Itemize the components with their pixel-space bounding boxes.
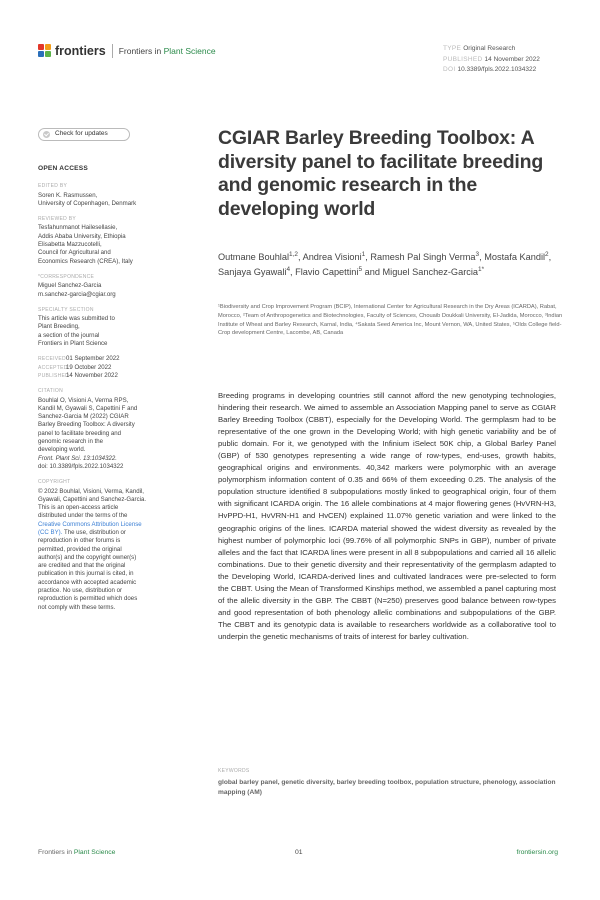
page-number: 01 bbox=[295, 849, 303, 856]
footer-journal: Frontiers in Plant Science bbox=[38, 849, 116, 856]
page-header bbox=[38, 44, 560, 74]
article-type: Original Research bbox=[463, 45, 516, 52]
correspondence-email[interactable]: m.sanchez-garcia@cgiar.org bbox=[38, 290, 116, 298]
check-for-updates-button[interactable]: Check for updates bbox=[38, 128, 130, 141]
journal-name: Frontiers in Plant Science bbox=[118, 46, 216, 56]
edited-by-section: EDITED BY Soren K. Rasmussen, University of Copenhagen, Denmark bbox=[38, 183, 137, 207]
published-date: 14 November 2022 bbox=[66, 371, 118, 379]
keywords-label: KEYWORDS bbox=[218, 768, 250, 774]
author[interactable]: Flavio Capettini$^5$ bbox=[295, 265, 363, 277]
open-access-label: OPEN ACCESS bbox=[38, 165, 88, 172]
publisher-name: frontiers bbox=[55, 44, 106, 58]
citation-doi[interactable]: doi: 10.3389/fpls.2022.1034322 bbox=[38, 462, 124, 470]
logo-divider bbox=[112, 44, 113, 58]
citation-section: CITATION Bouhlal O, Visioni A, Verma RPS, Kandil M, Gyawali S, Capettini F and Sanchez-Garcia M (2022) CGIAR Barley Breeding Toolbox: A diversity panel to facilitate breeding and genomic research in the developing world. Front. Plant Sci. 13:1034322. doi: 10.3389/fpls.2022.1034322 bbox=[38, 387, 166, 471]
footer-site-link[interactable]: frontiersin.org bbox=[516, 849, 558, 856]
author-list: Outmane Bouhlal$^{1,2}$, Andrea Visioni$^1$, Ramesh Pal Singh Verma$^3$, Mostafa Kandil$^2$, Sanjaya Gyawali$^4$, Flavio Capettini$^5$ and Miguel Sanchez-Garcia$^{1*}$ bbox=[218, 250, 552, 277]
article-meta: TYPE Original Research PUBLISHED 14 November 2022 DOI 10.3389/fpls.2022.1034322 bbox=[443, 45, 540, 73]
cc-license-link[interactable]: Creative Commons Attribution License bbox=[38, 520, 142, 528]
abstract: Breeding programs in developing countries still cannot afford the new genotyping technologies, hindering their research. We aimed to assemble an Association Mapping panel to serve as CGIAR Barley Breeding Toolbox (CBBT), especially for the Developing World. The germplasm had to be representative of the one grown in the Developing World; with high genetic variability and be of public domain. For it, we genotyped with the Infinium iSelect 50K chip, a Global Barley Panel (GBP) of 530 genotypes representing a wide range of row-types, end-uses, growth habits, geographical origins and environments. 40,342 markers were polymorphic with an average polymorphism information content of 0.35 and 66% of them exceeding 0.25. The analysis of the population structure identified 8 subpopulations mostly linked to geographical origin, four of them with significant ICARDA origin. The 16 allele combinations at 4 major flowering genes (HvVRN-H3, HvPPD-H1, HvVRN-H1 and HvCEN) explained 11.07% genetic variation and were linked to the geographic origins of the lines. ICARDA material showed the widest diversity as revealed by the highest number of polymorphic loci (99.76% of all polymorphic SNPs in GBP), number of private alleles and the fact that ICARDA lines were present in all 8 subpopulations and carried all 16 allelic combinations. Due to their genetic diversity and their representativity of the germplasm adapted to the Developing World, ICARDA-derived lines and cultivated landraces were pre-selected to form the CBBT. Using the Mean of Transformed Kinships method, we assembled a panel capturing most of the allelic diversity in the GBP. The CBBT (N=250) preserves good balance between row-types and good representation of both phenology allelic combinations and subpopulations of the GBP. The CBBT and its genotypic data is available to researchers worldwide as a collaborative tool to underpin the genetic mechanisms of traits of interest for barley cultivation. bbox=[218, 391, 556, 641]
copyright-section: COPYRIGHT © 2022 Bouhlal, Visioni, Verma, Kandil, Gyawali, Capettini and Sanchez-Garcia. This is an open-access article distributed under the terms of the Creative Commons Attribution License (CC BY). The use, distribution or reproduction in other forums is permitted, provided the original author(s) and the copyright owner(s) are credited and that the original publication in this journal is cited, in accordance with accepted academic practice. No use, distribution or reproduction is permitted which does not comply with these terms. bbox=[38, 478, 166, 612]
affiliations: ¹Biodiversity and Crop Improvement Program (BCIP), International Center for Agricultural Research in the Dry Areas (ICARDA), Rabat, Morocco, ²Team of Anthropogenetics and Biotechnologies, Faculty of Sciences, Chouaib Doukkali University, El-Jadida, Morocco, ³Indian Institute of Wheat and Barley Research, Karnal, India, ⁴Sakata Seed America Inc, Mount Vernon, WA, United States, ⁵Olds College field-Crop development Centre, Lacombe, AB, Canada bbox=[218, 304, 563, 337]
publish-date: 14 November 2022 bbox=[484, 55, 540, 63]
accepted-date: 19 October 2022 bbox=[66, 363, 112, 371]
frontiers-logo[interactable] bbox=[38, 44, 216, 58]
keywords: global barley panel, genetic diversity, barley breeding toolbox, population structure, phenology, association mapping (AM) bbox=[218, 779, 556, 796]
doi-link[interactable]: 10.3389/fpls.2022.1034322 bbox=[457, 66, 537, 73]
author[interactable]: Sanjaya Gyawali$^4$ bbox=[218, 265, 291, 277]
author[interactable]: Ramesh Pal Singh Verma$^3$ bbox=[370, 250, 480, 262]
author[interactable]: and Miguel Sanchez-Garcia$^{1*}$ bbox=[364, 265, 485, 277]
reviewed-by-section: REVIEWED BY Tesfahunmanot Hailesellasie, Addis Ababa University, Ethiopia Elisabetta Mazzucotelli, Council for Agricultural and Economics Research (CREA), Italy bbox=[38, 216, 133, 265]
article-sidebar bbox=[38, 128, 166, 619]
author[interactable]: Andrea Visioni$^1$ bbox=[302, 250, 366, 262]
author[interactable]: Outmane Bouhlal$^{1,2}$ bbox=[218, 250, 298, 262]
specialty-section: SPECIALTY SECTION This article was submitted to Plant Breeding, a section of the journal Frontiers in Plant Science bbox=[38, 306, 115, 348]
dates-section: RECEIVED 01 September 2022 ACCEPTED 19 October 2022 PUBLISHED 14 November 2022 bbox=[38, 355, 120, 379]
received-date: 01 September 2022 bbox=[66, 355, 120, 363]
frontiers-logo-icon bbox=[38, 44, 52, 58]
check-circle-icon bbox=[43, 131, 50, 138]
article-title: CGIAR Barley Breeding Toolbox: A diversity panel to facilitate breeding and genomic research in the developing world bbox=[218, 127, 544, 220]
author[interactable]: Mostafa Kandil$^2$ bbox=[484, 250, 549, 262]
correspondence-section: *CORRESPONDENCE Miguel Sanchez-Garcia m.sanchez-garcia@cgiar.org bbox=[38, 273, 166, 299]
cc-by-link[interactable]: (CC BY). bbox=[38, 528, 63, 536]
